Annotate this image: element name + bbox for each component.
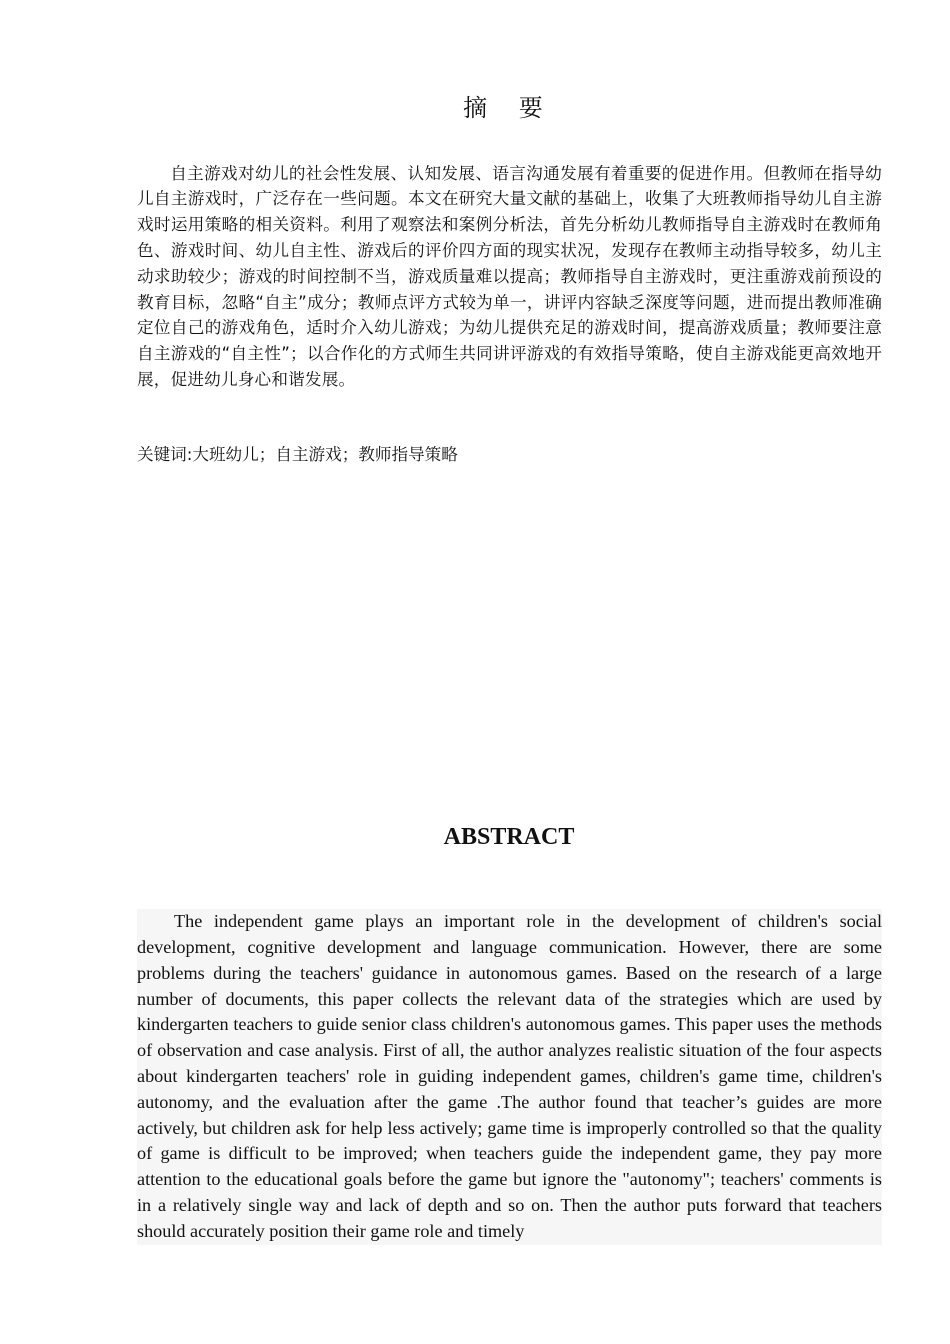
chinese-abstract-title: 摘 要 (463, 94, 555, 122)
keywords-values: 大班幼儿；自主游戏；教师指导策略 (192, 445, 458, 464)
keywords-line (137, 442, 882, 468)
english-abstract-title: ABSTRACT (443, 824, 575, 850)
english-abstract-body: The independent game plays an important role in the development of children's social development, cognitive development and language communication. However, there are some problems during the teachers' guidance in autonomous games. Based on the research of a large number of documents, this paper collects the relevant data of the strategies which are used by kindergarten teachers to guide senior class children's autonomous games. This paper uses the methods of observation and case analysis. First of all, the author analyzes realistic situation of the four aspects about kindergarten teachers' role in guiding independent games, children's game time, children's autonomy, and the evaluation after the game .The author found that teacher’s guides are more actively, but children ask for help less actively; game time is improperly controlled so that the quality of game is difficult to be improved; when teachers guide the independent game, they pay more attention to the educational goals before the game but ignore the "autonomy"; teachers' comments is in a relatively single way and lack of depth and so on. Then the author puts forward that teachers should accurately position their game role and timely (137, 909, 882, 1244)
keywords-separator: : (186, 445, 193, 464)
keywords-label: 关键词 (137, 445, 187, 464)
chinese-abstract-body: 自主游戏对幼儿的社会性发展、认知发展、语言沟通发展有着重要的促进作用。但教师在指导幼儿自主游戏时，广泛存在一些问题。本文在研究大量文献的基础上，收集了大班教师指导幼儿自主游戏时运用策略的相关资料。利用了观察法和案例分析法，首先分析幼儿教师指导自主游戏时在教师角色、游戏时间、幼儿自主性、游戏后的评价四方面的现实状况，发现存在教师主动指导较多，幼儿主动求助较少；游戏的时间控制不当，游戏质量难以提高；教师指导自主游戏时，更注重游戏前预设的教育目标，忽略“自主”成分；教师点评方式较为单一，讲评内容缺乏深度等问题，进而提出教师准确定位自己的游戏角色，适时介入幼儿游戏；为幼儿提供充足的游戏时间，提高游戏质量；教师要注意自主游戏的“自主性”；以合作化的方式师生共同讲评游戏的有效指导策略，使自主游戏能更高效地开展，促进幼儿身心和谐发展。 (137, 163, 882, 389)
